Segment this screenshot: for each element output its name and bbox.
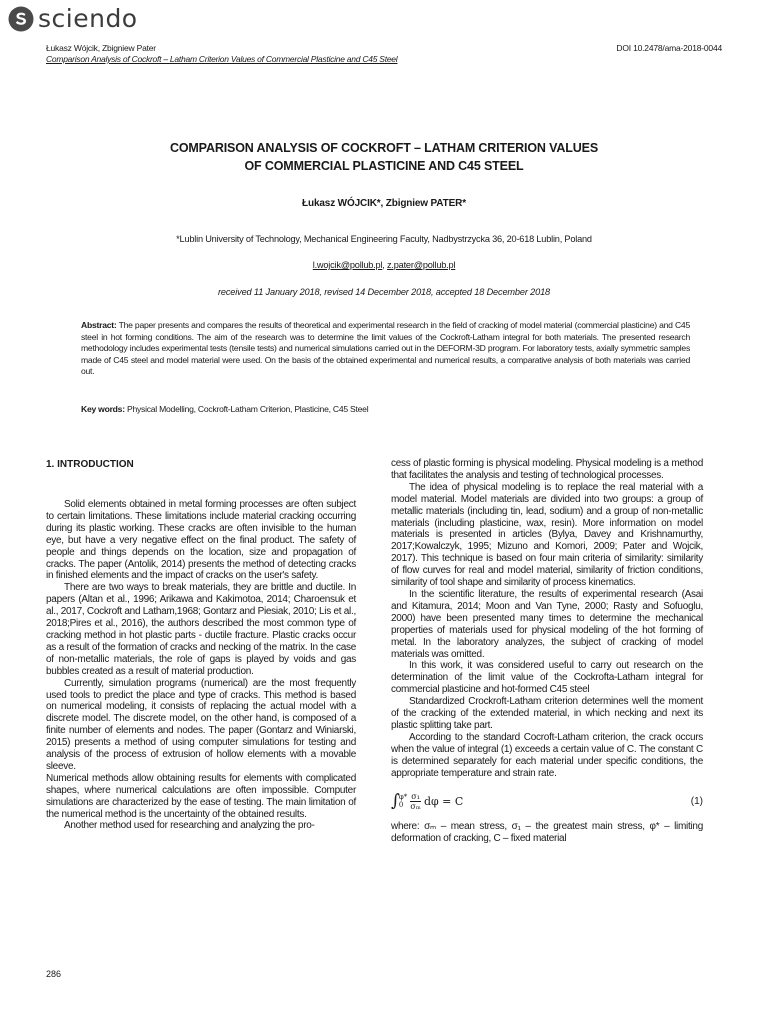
paragraph: There are two ways to break materials, they are brittle and ductile. In papers (Altan et al., 1996; Arikawa and Kakimotoa, 2014; Charoensuk et al., 2017, Cockroft and Latham,1968; Gontarz and Piesiak, 2010; Lis et al., 2018;Pires et al., 2016), the authors described the most common type of cracking method in hot plastic parts - ductile fracture. Plastic cracks occur as a result of the formation of cracks and necking of the matrix. In the case of non-metallic materials, the role of gaps is played by voids and gas bubbles created as a result of material production. [46, 582, 356, 677]
paragraph: cess of plastic forming is physical modeling. Physical modeling is a method that facilitates the analysis and testing of technological processes. [391, 458, 703, 481]
stress-fraction [410, 792, 421, 811]
equation-legend: where: σₘ – mean stress, σ₁ – the greatest main stress, φ* – limiting deformation of cracking, C – fixed material [391, 821, 703, 845]
email-separator: , [382, 260, 388, 270]
author-emails [60, 260, 708, 270]
keywords-label: Key words: [81, 404, 125, 414]
sciendo-logo [8, 4, 138, 34]
paper-title [60, 139, 708, 175]
keywords [81, 404, 690, 414]
affiliation: *Lublin University of Technology, Mechanical Engineering Faculty, Nadbystrzycka 36, 20-618 Lublin, Poland [176, 234, 592, 244]
left-column [46, 458, 356, 832]
header-authors: Łukasz Wójcik, Zbigniew Pater [46, 43, 156, 53]
integral-upper-limit: φ* [398, 793, 408, 802]
paragraph: In this work, it was considered useful to carry out research on the determination of the limit value of the Cockrofta-Latham integral for commercial plasticine and hot-formed C45 steel [391, 660, 703, 696]
sciendo-s-icon [8, 6, 34, 32]
paragraph: Another method used for researching and analyzing the pro- [64, 820, 315, 832]
fraction-denominator: σₘ [410, 801, 421, 811]
paper-authors: Łukasz WÓJCIK*, Zbigniew PATER* [302, 198, 466, 209]
fraction-numerator: σ₁ [411, 791, 420, 801]
paragraph: Currently, simulation programs (numerical) are the most frequently used tools to predict the place and type of cracks. This method is based on numerical modeling, it consists of replacing the actual model with a discrete model. The discrete model, on the other hand, is composed of a finite number of elements and nodes. The paper (Gontarz and Winiarski, 2015) presents a method of using computer simulations for testing and analysis of the process of extrusion of hollow elements with a movable sleeve. [46, 677, 356, 772]
received-dates: received 11 January 2018, revised 14 December 2018, accepted 18 December 2018 [217, 287, 550, 297]
page-number: 286 [46, 969, 62, 979]
equation-body [391, 792, 463, 811]
title-line-1: COMPARISON ANALYSIS OF COCKROFT – LATHAM CRITERION VALUES [169, 141, 599, 155]
paragraph: In the scientific literature, the results of experimental research (Asai and Kitamura, 2014; Moon and Van Tyne, 2000; Rasty and Sofuoglu, 2000) have been presented many times to determine the mechanical properties of materials used for physical modeling of the hot forming of metal. In the laboratory analyzes, the subject of cracking of model materials was omitted. [391, 588, 703, 660]
title-line-2: OF COMMERCIAL PLASTICINE AND C45 STEEL [244, 159, 524, 173]
paragraph: Solid elements obtained in metal forming processes are often subject to certain limitations. These limitations include material cracking occurring during its plastic working. These cracks are often invisible to the human eye, but have a very negative effect on the final product. The safety of people and things depends on the location, size and propagation of cracks. The paper (Antolik, 2014) presents the method of detecting cracks in finished elements and the impact of cracks on the user's safety. [46, 499, 356, 582]
abstract [81, 320, 690, 378]
header-doi: DOI 10.2478/ama-2018-0044 [616, 43, 722, 53]
logo-text: sciendo [38, 4, 138, 33]
header-running-title[interactable]: Comparison Analysis of Cockroft – Latham Criterion Values of Commercial Plasticine and C45 Steel [46, 54, 398, 64]
equation-rhs: dφ = C [423, 794, 464, 808]
integral-sign: ∫ [391, 790, 400, 811]
paragraph: The idea of physical modeling is to replace the real material with a model material. Model materials are divided into two groups: a group of metallic materials (including tin, lead, sodium) and a group of non-metallic materials (including plasticine, wax, resin). More information on model materials is presented in articles (Bylya, Davey and Krishnamurthy, 2017;Kowalczyk, 1995; Mizuno and Komori, 2009; Pater and Wojcik, 2017). This technique is based on four main criteria of similarity: similarity of flow curves for real and model material, similarity of friction conditions, similarity of tool shape and similarity of process kinematics. [391, 481, 703, 589]
paragraph: Standardized Crockroft-Latham criterion determines well the moment of the cracking of the extended material, in which necking and next its plastic splitting take part. [391, 696, 703, 731]
keywords-text: Physical Modelling, Cockroft-Latham Criterion, Plasticine, C45 Steel [124, 404, 369, 414]
section-heading-introduction: 1. INTRODUCTION [46, 459, 134, 470]
integral-limits [399, 793, 407, 809]
email-link-pater[interactable]: z.pater@pollub.pl [387, 260, 456, 270]
email-link-wojcik[interactable]: l.wojcik@pollub.pl [312, 260, 383, 270]
right-column [391, 458, 703, 845]
integral-lower-limit: 0 [398, 801, 404, 810]
equation-1 [391, 787, 703, 815]
paragraph: Numerical methods allow obtaining results for elements with complicated shapes, where numerical calculations are often impossible. Computer simulations are characterized by the ease of testing. The main limitation of the numerical method is the uncertainty of the obtained results. [46, 772, 356, 820]
abstract-text: The paper presents and compares the results of theoretical and experimental research in the field of cracking of model material (commercial plasticine) and C45 steel in hot forming conditions. The aim of the research was to determine the limit values of the Cockroft-Latham integral for both materials. The presented research methodology includes experimental tests (tensile tests) and numerical simulations carried out in the DEFORM-3D program. For laboratory tests, axially symmetric samples made of C45 steel and model material were used. On the basis of the obtained experimental and numerical results, a comparative analysis of both materials was carried out. [81, 320, 690, 376]
paragraph: According to the standard Cocroft-Latham criterion, the crack occurs when the value of integral (1) exceeds a certain value of C. The constant C is determined separately for each material under specific conditions, the appropriate temperature and strain rate. [391, 731, 703, 779]
equation-number: (1) [690, 795, 703, 807]
abstract-label: Abstract: [81, 320, 117, 330]
